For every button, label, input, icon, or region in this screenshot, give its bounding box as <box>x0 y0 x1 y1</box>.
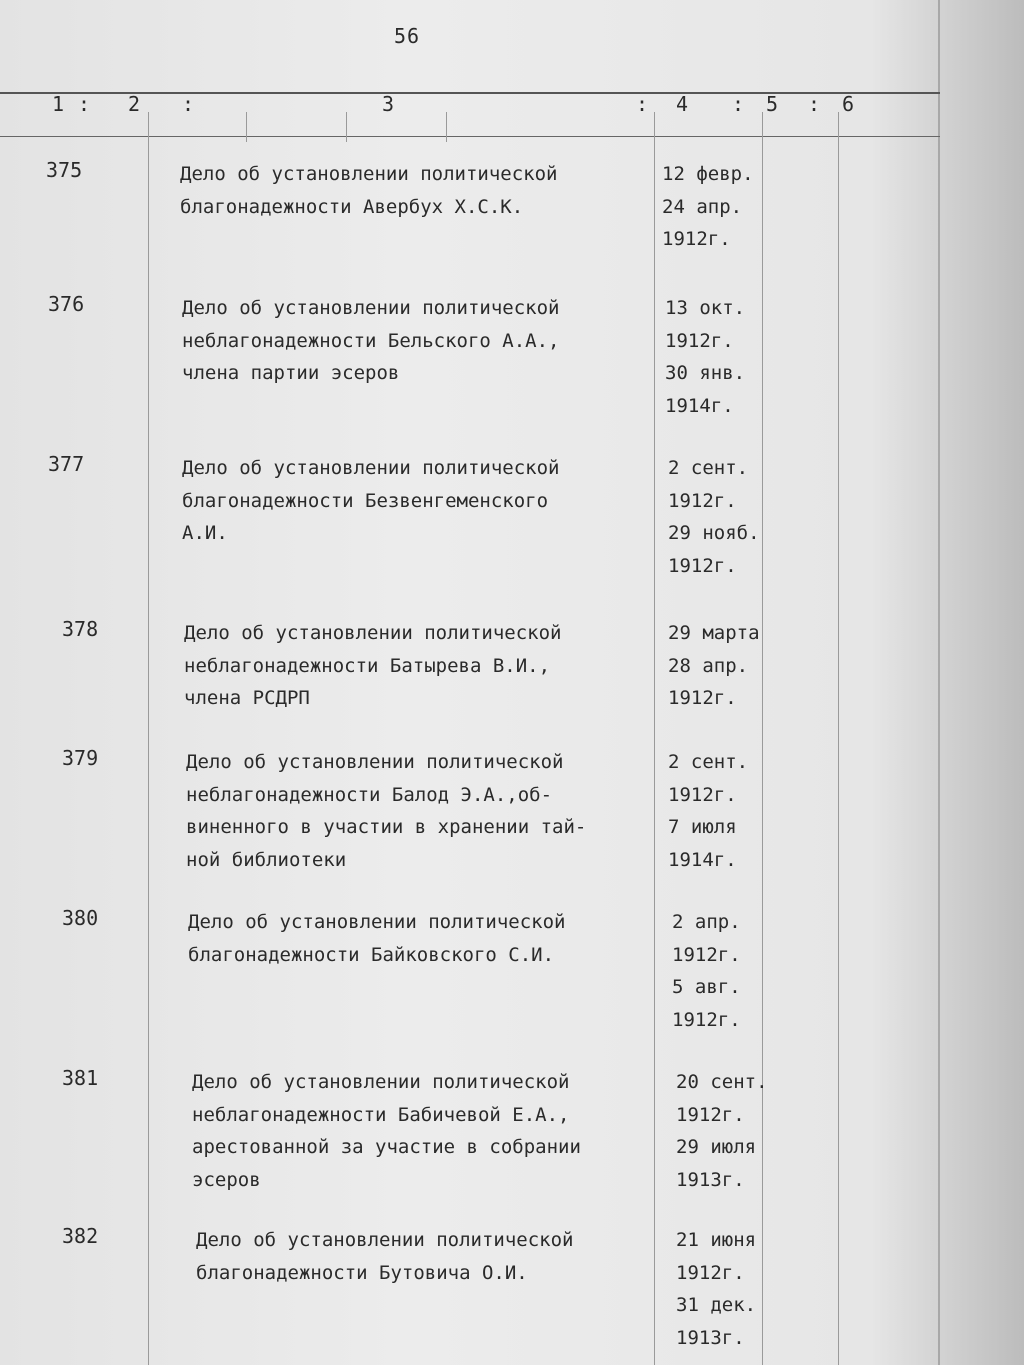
entry-date-line: 7 июля <box>668 816 737 838</box>
column-separator: : <box>808 92 821 116</box>
entry-title-line: Дело об установлении политической <box>188 911 566 933</box>
entry-date-line: 1912г. <box>668 783 737 806</box>
entry-title-line: А.И. <box>182 522 228 544</box>
header-rule-top <box>0 92 940 94</box>
column-separator: : <box>732 92 745 116</box>
entry-date-line: 1912г. <box>672 1008 741 1031</box>
entry-number: 375 <box>46 158 83 182</box>
entry-title-line: члена РСДРП <box>184 687 310 709</box>
entry-title-line: арестованной за участие в собрании <box>192 1136 581 1158</box>
entry-title <box>192 1066 581 1196</box>
entry-date-line: 1912г. <box>668 687 737 709</box>
entry-number: 380 <box>62 906 99 930</box>
entry-date-line: 28 апр. <box>668 654 749 677</box>
column-number-6: 6 <box>842 92 855 116</box>
column-line <box>838 112 839 1365</box>
entry-date-line: 5 авг. <box>672 976 741 998</box>
column-number-2: 2 <box>128 92 141 116</box>
entry-dates <box>676 1066 768 1196</box>
column-number-5: 5 <box>766 92 779 116</box>
entry-dates <box>668 617 760 715</box>
entry-date-line: 1912г. <box>665 329 734 352</box>
entry-number: 379 <box>62 746 99 770</box>
entry-number: 378 <box>62 617 99 641</box>
entry-number: 376 <box>48 292 85 316</box>
page-number: 56 <box>394 24 421 48</box>
entry-date-line: 20 сент. <box>676 1071 768 1093</box>
entry-dates <box>676 1224 756 1354</box>
entry-date-line: 29 марта <box>668 622 760 644</box>
entry-date-line: 2 апр. <box>672 911 741 933</box>
entry-date-line: 2 сент. <box>668 457 749 479</box>
entry-dates <box>672 906 741 1036</box>
column-line <box>446 112 447 142</box>
entry-date-line: 21 июня <box>676 1229 757 1251</box>
column-number-1: 1 <box>52 92 65 116</box>
entry-title-line: неблагонадежности Батырева В.И., <box>184 654 551 677</box>
entry-date-line: 1914г. <box>665 394 734 417</box>
entry-date-line: 29 июля <box>676 1136 757 1158</box>
entry-title <box>182 452 560 550</box>
entry-date-line: 1914г. <box>668 848 737 871</box>
entry-title <box>184 617 562 715</box>
entry-title <box>186 746 586 876</box>
entry-title-line: Дело об установлении политической <box>184 622 562 644</box>
entry-title-line: благонадежности Бутовича О.И. <box>196 1261 528 1284</box>
entry-dates <box>665 292 745 422</box>
entry-date-line: 1913г. <box>676 1168 745 1191</box>
entry-date-line: 31 дек. <box>676 1294 757 1316</box>
entry-title-line: Дело об установлении политической <box>182 457 560 479</box>
entry-title-line: благонадежности Байковского С.И. <box>188 943 555 966</box>
entry-title <box>196 1224 574 1289</box>
entry-date-line: 1912г. <box>668 554 737 577</box>
column-separator: : <box>636 92 649 116</box>
entry-date-line: 13 окт. <box>665 297 746 319</box>
column-line <box>246 112 247 142</box>
column-line <box>654 112 655 1365</box>
column-line <box>346 112 347 142</box>
entry-date-line: 24 апр. <box>662 195 743 218</box>
entry-title-line: Дело об установлении политической <box>192 1071 570 1093</box>
entry-number: 381 <box>62 1066 99 1090</box>
entry-title-line: Дело об установлении политической <box>186 751 564 773</box>
entry-date-line: 2 сент. <box>668 751 749 773</box>
entry-dates <box>662 158 754 256</box>
entry-title <box>188 906 566 971</box>
header-rule-bottom <box>0 136 940 137</box>
entry-title-line: Дело об установлении политической <box>182 297 560 319</box>
entry-title-line: неблагонадежности Балод Э.А.,об- <box>186 783 553 806</box>
entry-title-line: благонадежности Безвенгеменского <box>182 489 549 512</box>
entry-title-line: Дело об установлении политической <box>196 1229 574 1251</box>
entry-date-line: 1912г. <box>662 228 731 250</box>
entry-date-line: 30 янв. <box>665 362 746 384</box>
entry-title-line: члена партии эсеров <box>182 362 400 384</box>
entry-dates <box>668 452 760 582</box>
entry-title-line: виненного в участии в хранении тай- <box>186 816 587 838</box>
entry-date-line: 1912г. <box>672 943 741 966</box>
entry-date-line: 29 нояб. <box>668 522 760 544</box>
entry-date-line: 1912г. <box>668 489 737 512</box>
entry-date-line: 1912г. <box>676 1103 745 1126</box>
column-separator: : <box>182 92 195 116</box>
entry-date-line: 1913г. <box>676 1326 745 1349</box>
entry-title-line: неблагонадежности Бельского А.А., <box>182 329 560 352</box>
column-number-3: 3 <box>382 92 395 116</box>
entry-title-line: неблагонадежности Бабичевой Е.А., <box>192 1103 570 1126</box>
entry-date-line: 1912г. <box>676 1261 745 1284</box>
column-number-4: 4 <box>676 92 689 116</box>
entry-title <box>180 158 558 223</box>
column-separator: : <box>78 92 91 116</box>
entry-title-line: ной библиотеки <box>186 848 347 871</box>
entry-title-line: благонадежности Авербух Х.С.К. <box>180 195 524 218</box>
entry-title <box>182 292 560 390</box>
entry-number: 382 <box>62 1224 99 1248</box>
entry-number: 377 <box>48 452 85 476</box>
entry-date-line: 12 февр. <box>662 163 754 185</box>
entry-dates <box>668 746 748 876</box>
page-edge <box>938 0 940 1365</box>
column-line <box>148 112 149 1365</box>
entry-title-line: эсеров <box>192 1168 261 1191</box>
entry-title-line: Дело об установлении политической <box>180 163 558 185</box>
